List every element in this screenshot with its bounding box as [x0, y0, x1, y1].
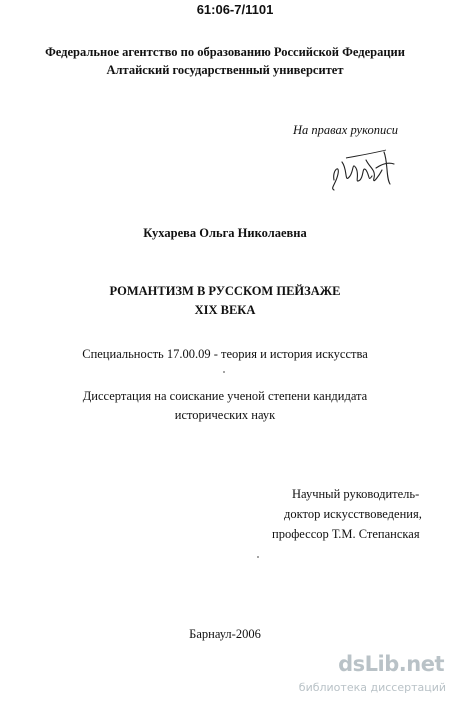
advisor-degree: доктор искусствоведения,	[284, 507, 422, 521]
advisor-role: Научный руководитель-	[292, 487, 420, 501]
specialty: Специальность 17.00.09 - теория и история искусства	[82, 347, 368, 361]
dissertation-title-line1: РОМАНТИЗМ В РУССКОМ ПЕЙЗАЖЕ	[109, 284, 341, 298]
handwritten-signature	[326, 140, 406, 198]
agency-name: Федеральное агентство по образованию Российской Федерации	[45, 45, 405, 59]
watermark-subtitle: библиотека диссертаций	[298, 681, 446, 694]
scan-speck	[257, 556, 259, 558]
scan-speck	[223, 371, 225, 373]
advisor-name: профессор Т.М. Степанская	[272, 527, 420, 541]
city-year: Барнаул-2006	[189, 627, 261, 641]
watermark-brand: dsLib.net	[338, 652, 444, 676]
rights-note: На правах рукописи	[293, 123, 398, 137]
degree-line1: Диссертация на соискание ученой степени кандидата	[82, 389, 368, 403]
author-name: Кухарева Ольга Николаевна	[143, 226, 307, 240]
university-name: Алтайский государственный университет	[106, 63, 344, 77]
dissertation-title-line2: XIX ВЕКА	[194, 303, 256, 317]
catalog-number: 61:06-7/1101	[196, 2, 274, 17]
watermark	[298, 652, 450, 701]
degree-line2: исторических наук	[174, 408, 276, 422]
